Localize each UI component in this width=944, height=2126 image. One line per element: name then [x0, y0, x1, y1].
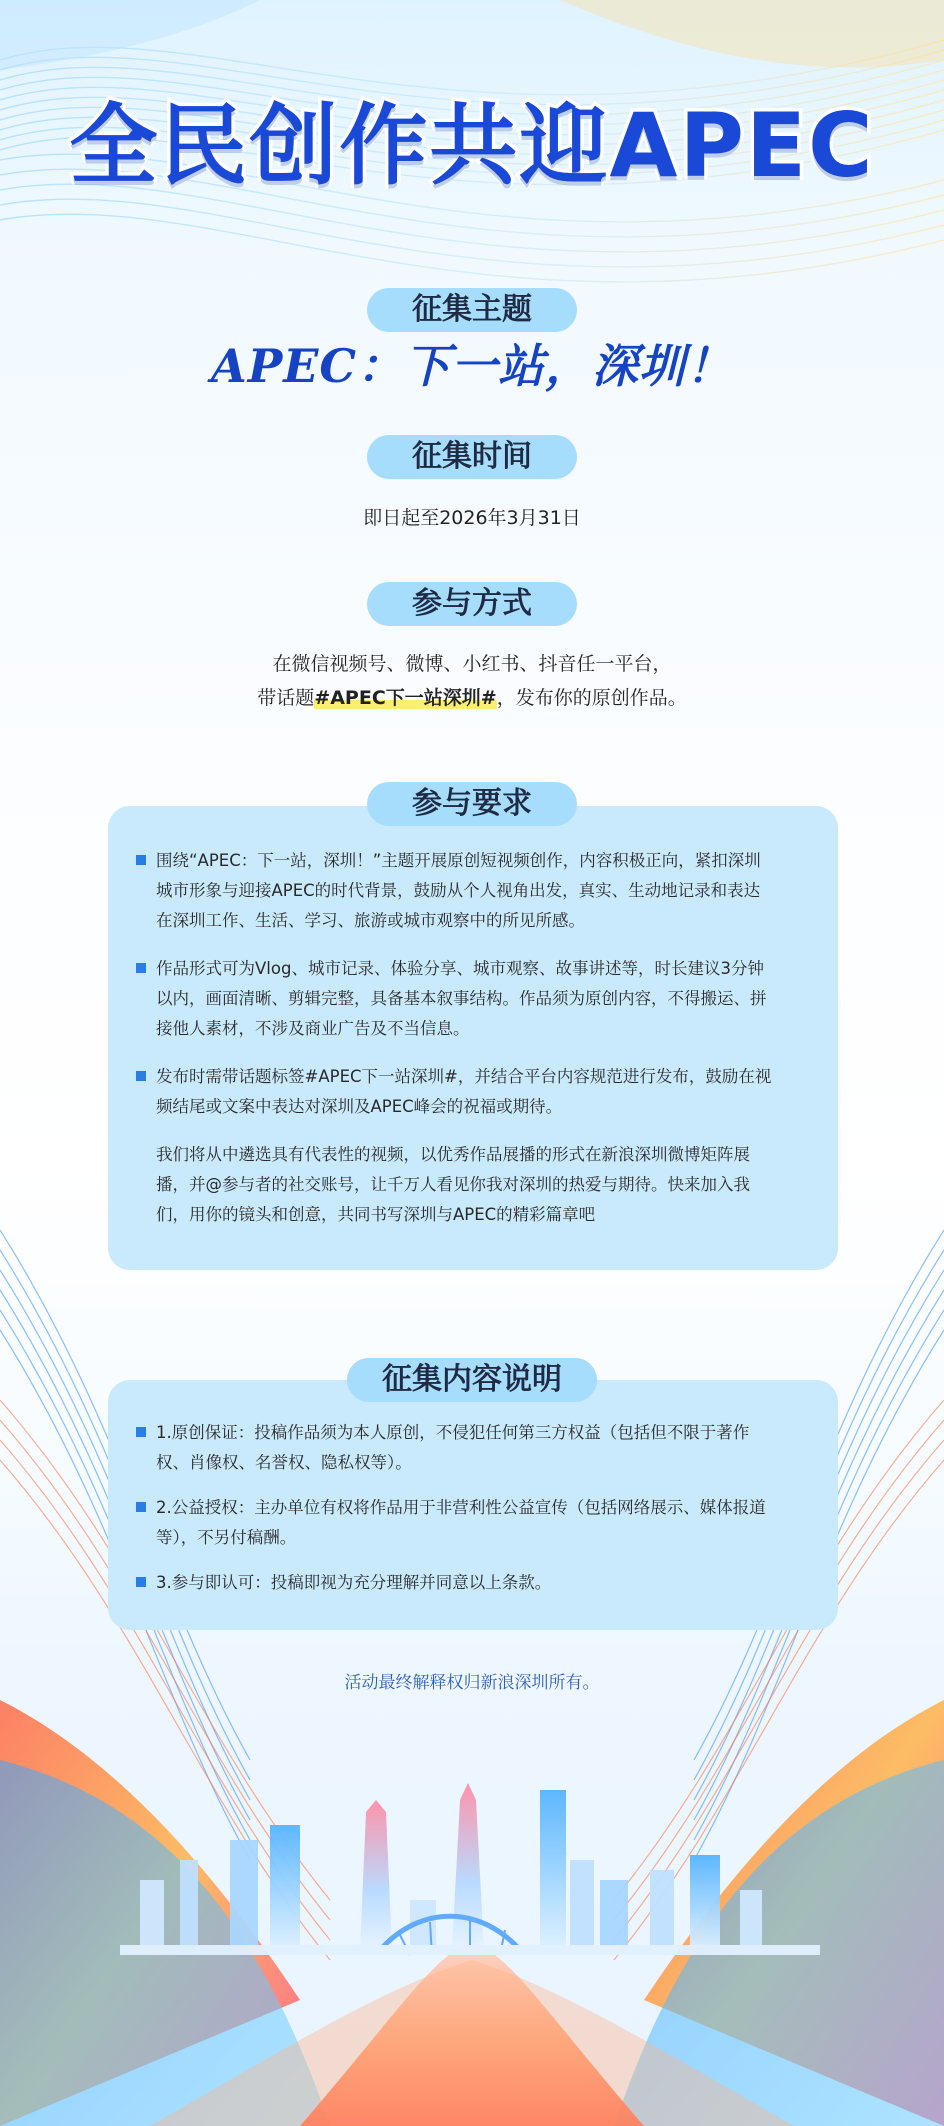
requirement-2-line: 接他人素材，不涉及商业广告及不当信息。: [156, 1019, 470, 1038]
requirement-item-1: [156, 846, 816, 936]
content-card: [108, 1380, 838, 1630]
requirement-1-line: 城市形象与迎接APEC的时代背景，鼓励从个人视角出发，真实、生动地记录和表达: [156, 881, 761, 900]
requirement-3-line: 发布时需带话题标签#APEC下一站深圳#，并结合平台内容规范进行发布，鼓励在视: [156, 1067, 772, 1086]
content-item-3: [156, 1568, 816, 1598]
requirements-paragraph-line: 播，并@参与者的社交账号，让千万人看见你我对深圳的热爱与期待。快来加入我: [156, 1175, 750, 1194]
content-section-label: 征集内容说明: [347, 1358, 597, 1402]
method-section-label: 参与方式: [367, 582, 577, 626]
content-item-2: [156, 1493, 816, 1553]
requirement-2-line: 作品形式可为Vlog、城市记录、体验分享、城市观察、故事讲述等，时长建议3分钟: [156, 959, 764, 978]
method-hashtag: #APEC下一站深圳#: [314, 687, 497, 709]
method-line-1: 在微信视频号、微博、小红书、抖音任一平台，: [272, 653, 672, 675]
main-title: 全民创作共迎APEC: [69, 94, 875, 197]
requirement-3-line: 频结尾或文案中表达对深圳及APEC峰会的祝福或期待。: [156, 1097, 563, 1116]
footer-note: 活动最终解释权归新浪深圳所有。: [344, 1673, 600, 1693]
method-line-2-prefix: 带话题: [257, 687, 315, 709]
requirement-1-line: 在深圳工作、生活、学习、旅游或城市观察中的所见所感。: [156, 911, 585, 930]
content-1-line: 权、肖像权、名誉权、隐私权等）。: [156, 1453, 412, 1472]
content-item-1: [156, 1418, 816, 1478]
requirements-paragraph: [156, 1140, 816, 1230]
time-section-label: 征集时间: [367, 435, 577, 479]
requirement-item-2: [156, 954, 816, 1044]
time-text: 即日起至2026年3月31日: [363, 507, 581, 529]
bullet-square-icon: [136, 963, 146, 973]
method-line-2-suffix: ，发布你的原创作品。: [496, 687, 687, 709]
bullet-square-icon: [136, 855, 146, 865]
content-1-line: 1.原创保证：投稿作品须为本人原创，不侵犯任何第三方权益（包括但不限于著作: [156, 1423, 750, 1442]
requirement-1-line: 围绕“APEC：下一站，深圳！”主题开展原创短视频创作，内容积极正向，紧扣深圳: [156, 851, 761, 870]
requirements-section-label: 参与要求: [367, 782, 577, 826]
bullet-square-icon: [136, 1577, 146, 1587]
bullet-square-icon: [136, 1427, 146, 1437]
method-line-2: [0, 682, 944, 714]
content-2-line: 2.公益授权：主办单位有权将作品用于非营利性公益宣传（包括网络展示、媒体报道: [156, 1498, 766, 1517]
bullet-square-icon: [136, 1071, 146, 1081]
content-3-line: 3.参与即认可：投稿即视为充分理解并同意以上条款。: [156, 1573, 552, 1592]
requirement-2-line: 以内，画面清晰、剪辑完整，具备基本叙事结构。作品须为原创内容，不得搬运、拼: [156, 989, 767, 1008]
requirements-paragraph-line: 我们将从中遴选具有代表性的视频，以优秀作品展播的形式在新浪深圳微博矩阵展: [156, 1145, 750, 1164]
requirements-card: [108, 806, 838, 1270]
requirements-paragraph-line: 们，用你的镜头和创意，共同书写深圳与APEC的精彩篇章吧: [156, 1205, 596, 1224]
theme-section-label: 征集主题: [367, 288, 577, 332]
requirement-item-3: [156, 1062, 816, 1122]
theme-slogan: APEC：下一站，深圳！: [211, 339, 733, 393]
content-2-line: 等），不另付稿酬。: [156, 1528, 297, 1547]
bullet-square-icon: [136, 1502, 146, 1512]
